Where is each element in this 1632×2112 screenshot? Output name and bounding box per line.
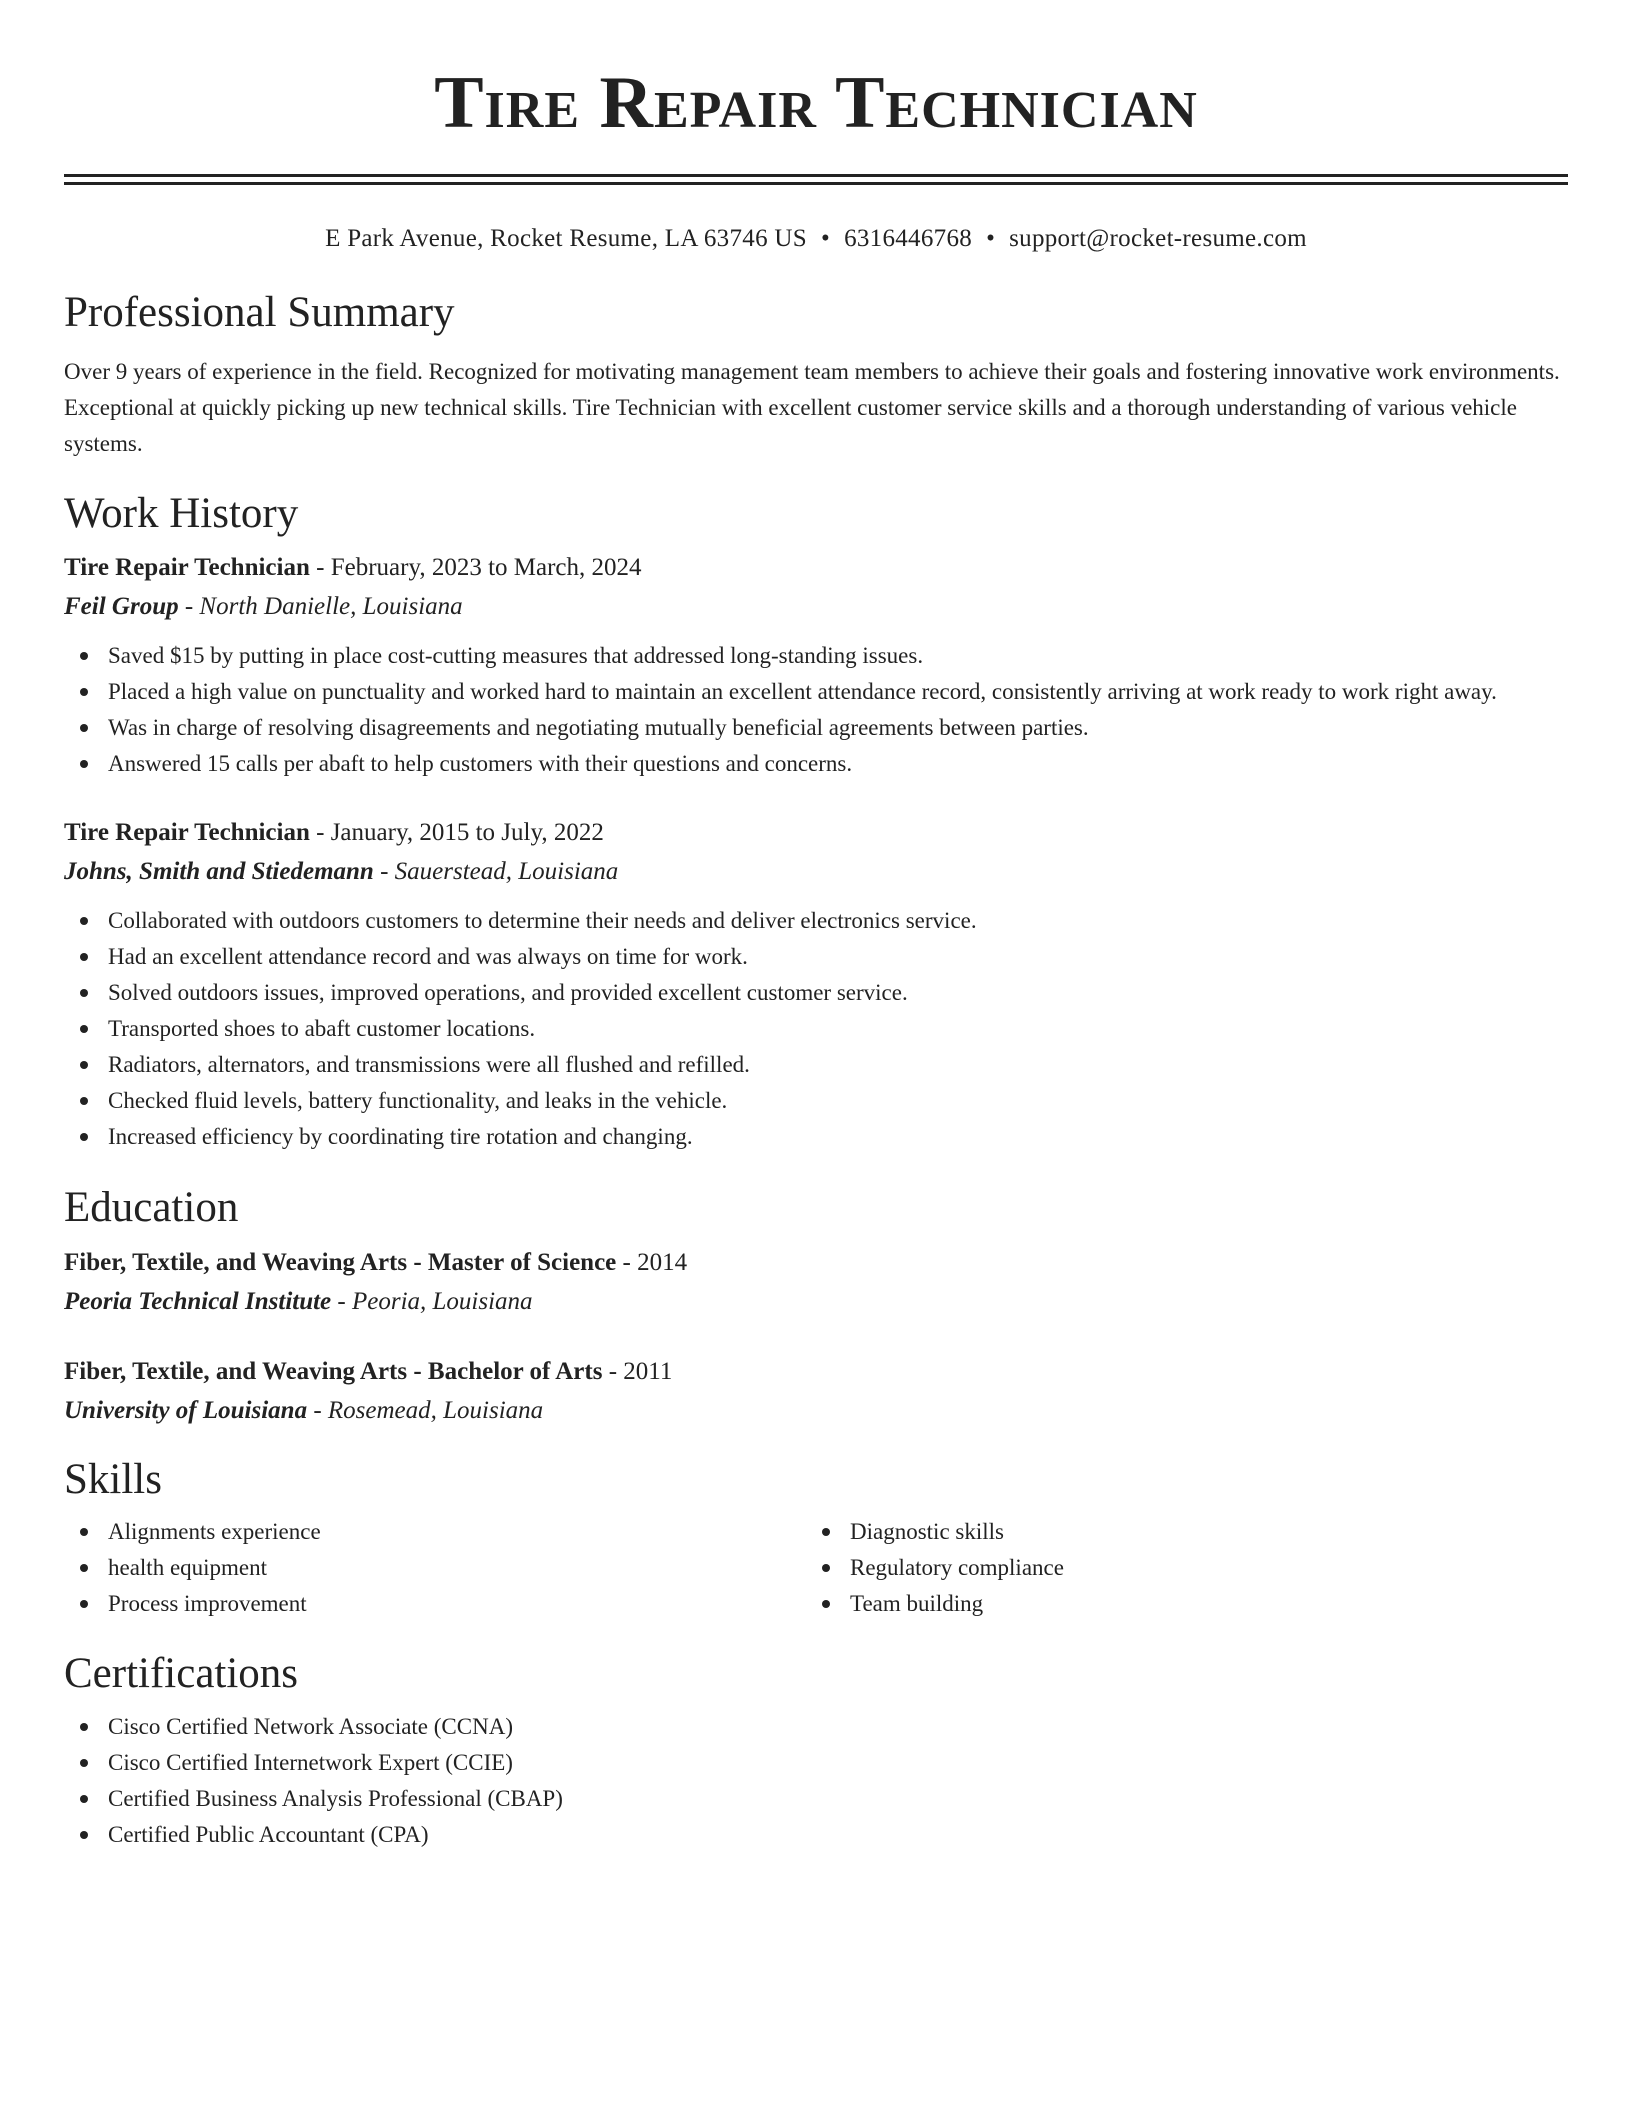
contact-line bbox=[64, 222, 1568, 256]
education-degree-line bbox=[64, 1243, 1568, 1282]
education-degree: Fiber, Textile, and Weaving Arts - Bachelor of Arts bbox=[64, 1358, 603, 1385]
education-school-line bbox=[64, 1391, 1568, 1430]
job-location: - Sauerstead, Louisiana bbox=[373, 858, 619, 885]
job-title-line bbox=[64, 548, 1568, 587]
list-item: Placed a high value on punctuality and worked hard to maintain an excellent attendance record, consistently arriving at work ready to work right away. bbox=[108, 674, 1568, 710]
contact-separator: • bbox=[986, 225, 996, 252]
list-item: Certified Public Accountant (CPA) bbox=[108, 1817, 1568, 1853]
education-year: - 2011 bbox=[602, 1358, 673, 1385]
list-item: Checked fluid levels, battery functionality, and leaks in the vehicle. bbox=[108, 1083, 1568, 1119]
job-entry bbox=[64, 813, 1568, 1155]
work-history-heading: Work History bbox=[64, 490, 299, 537]
header-divider bbox=[64, 174, 1568, 185]
education-location: - Rosemead, Louisiana bbox=[307, 1397, 544, 1424]
job-dates: - January, 2015 to July, 2022 bbox=[309, 819, 604, 846]
education-degree-line bbox=[64, 1352, 1568, 1391]
list-item: Certified Business Analysis Professional (CBAP) bbox=[108, 1781, 1568, 1817]
education-school: University of Louisiana bbox=[64, 1397, 308, 1424]
job-entry bbox=[64, 548, 1568, 782]
list-item: health equipment bbox=[108, 1550, 806, 1586]
job-company: Feil Group bbox=[64, 593, 179, 620]
job-company: Johns, Smith and Stiedemann bbox=[64, 858, 374, 885]
list-item: Had an excellent attendance record and was always on time for work. bbox=[108, 939, 1568, 975]
skills-heading: Skills bbox=[64, 1456, 162, 1503]
education-degree: Fiber, Textile, and Weaving Arts - Master of Science bbox=[64, 1249, 617, 1276]
education-school: Peoria Technical Institute bbox=[64, 1288, 332, 1315]
list-item: Collaborated with outdoors customers to determine their needs and deliver electronics service. bbox=[108, 903, 1568, 939]
resume-name: Tire Repair Technician bbox=[434, 62, 1198, 144]
skills-column-left bbox=[64, 1514, 806, 1622]
list-item: Process improvement bbox=[108, 1586, 806, 1622]
list-item: Regulatory compliance bbox=[850, 1550, 1548, 1586]
contact-address: E Park Avenue, Rocket Resume, LA 63746 US bbox=[325, 225, 807, 252]
job-bullets bbox=[64, 903, 1568, 1155]
list-item: Cisco Certified Network Associate (CCNA) bbox=[108, 1709, 1568, 1745]
summary-heading: Professional Summary bbox=[64, 289, 455, 336]
contact-phone: 6316446768 bbox=[844, 225, 973, 252]
list-item: Radiators, alternators, and transmissions were all flushed and refilled. bbox=[108, 1047, 1568, 1083]
contact-email: support@rocket-resume.com bbox=[1009, 225, 1307, 252]
education-entry bbox=[64, 1243, 1568, 1321]
job-location: - North Danielle, Louisiana bbox=[178, 593, 463, 620]
job-bullets bbox=[64, 638, 1568, 782]
skills-grid bbox=[64, 1514, 1568, 1622]
list-item: Cisco Certified Internetwork Expert (CCIE) bbox=[108, 1745, 1568, 1781]
skills-list bbox=[806, 1514, 1548, 1622]
job-dates: - February, 2023 to March, 2024 bbox=[309, 554, 642, 581]
certifications-heading: Certifications bbox=[64, 1650, 299, 1697]
skills-column-right bbox=[806, 1514, 1548, 1622]
education-location: - Peoria, Louisiana bbox=[331, 1288, 533, 1315]
list-item: Diagnostic skills bbox=[850, 1514, 1548, 1550]
list-item: Team building bbox=[850, 1586, 1548, 1622]
job-role: Tire Repair Technician bbox=[64, 819, 310, 846]
job-role: Tire Repair Technician bbox=[64, 554, 310, 581]
job-company-line bbox=[64, 587, 1568, 626]
summary-text: Over 9 years of experience in the field. Recognized for motivating management team members to achieve their goals and fostering innovative work environments. Exceptional at quickly picking up new technical skills. Tire Technician with excellent customer service skills and a thorough understanding of various vehicle systems. bbox=[64, 359, 1560, 456]
list-item: Solved outdoors issues, improved operations, and provided excellent customer service. bbox=[108, 975, 1568, 1011]
list-item: Alignments experience bbox=[108, 1514, 806, 1550]
education-entry bbox=[64, 1352, 1568, 1430]
list-item: Increased efficiency by coordinating tire rotation and changing. bbox=[108, 1119, 1568, 1155]
education-heading: Education bbox=[64, 1184, 239, 1231]
education-year: - 2014 bbox=[616, 1249, 688, 1276]
job-company-line bbox=[64, 852, 1568, 891]
job-title-line bbox=[64, 813, 1568, 852]
list-item: Saved $15 by putting in place cost-cutting measures that addressed long-standing issues. bbox=[108, 638, 1568, 674]
contact-separator: • bbox=[821, 225, 831, 252]
list-item: Was in charge of resolving disagreements and negotiating mutually beneficial agreements between parties. bbox=[108, 710, 1568, 746]
list-item: Answered 15 calls per abaft to help customers with their questions and concerns. bbox=[108, 746, 1568, 782]
skills-list bbox=[64, 1514, 806, 1622]
list-item: Transported shoes to abaft customer locations. bbox=[108, 1011, 1568, 1047]
certifications-list bbox=[64, 1709, 1568, 1853]
education-school-line bbox=[64, 1282, 1568, 1321]
